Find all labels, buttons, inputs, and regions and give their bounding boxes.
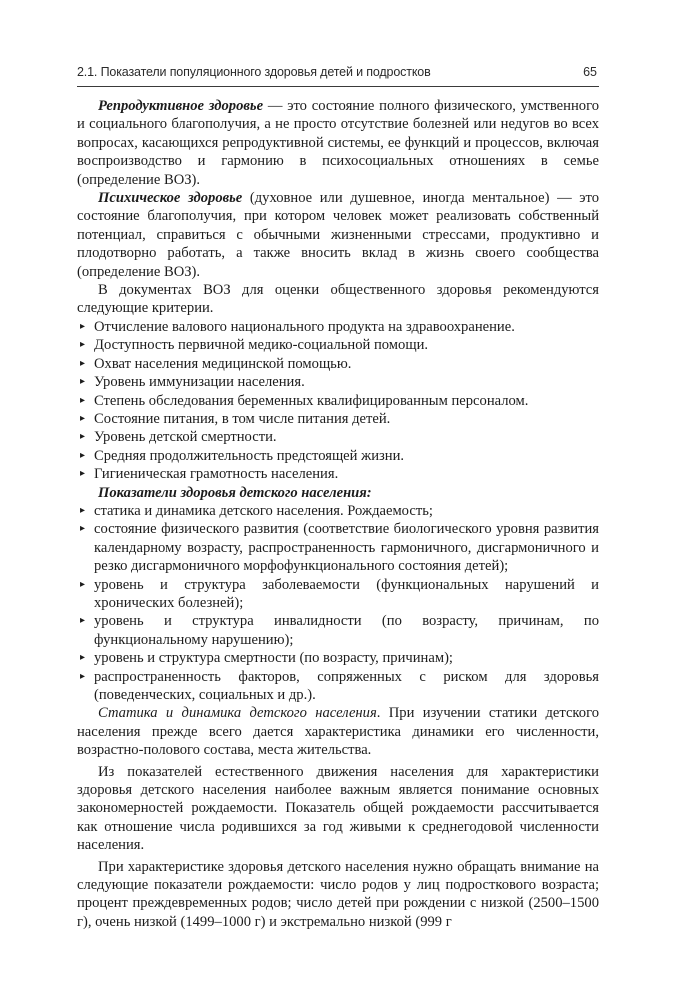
- bullet-triangle-icon: ▸: [80, 431, 86, 443]
- list-item-text: Доступность первичной медико-социальной помощи.: [94, 337, 429, 354]
- list-item-text: статика и динамика детского населения. Рождаемость;: [94, 502, 433, 519]
- paragraph-natural-movement: Из показателей естественного движения населения для характеристики здоровья детского населения наиболее важным является понимание основных закономерностей рождаемости. Показатель общей рождаемости рассчитывается как отношение числа родившихся за год живыми к среднегодовой численности населения.: [77, 763, 599, 854]
- list-item: [77, 447, 599, 465]
- bullet-triangle-icon: ▸: [80, 394, 86, 406]
- list-item-text: уровень и структура заболеваемости (функциональных нарушений и хронических болезней);: [94, 576, 599, 611]
- list-item-text: Средняя продолжительность предстоящей жизни.: [94, 447, 405, 464]
- list-item: [77, 318, 599, 336]
- bullet-triangle-icon: ▸: [80, 376, 86, 388]
- indicators-heading: Показатели здоровья детского населения:: [98, 484, 372, 501]
- bullet-triangle-icon: ▸: [80, 615, 86, 627]
- list-item-text: распространенность факторов, сопряженных с риском для здоровья (поведенческих, социальных и др.).: [94, 668, 599, 703]
- term-reproductive-health: Репродуктивное здоровье: [98, 98, 264, 114]
- list-item: [77, 410, 599, 428]
- list-item-text: Охват населения медицинской помощью.: [94, 355, 352, 372]
- indicators-list: [77, 502, 599, 704]
- list-item: [77, 428, 599, 446]
- term-mental-health: Психическое здоровье: [98, 190, 243, 207]
- list-item: [77, 576, 599, 613]
- definition-mental-health: (духовное или душевное, иногда ментальное) — это состояние благополучия, при котором человек может реализовать собственный потенциал, справиться с обычными жизненными стрессами, продуктивно и плодотворно работать, а также вносить вклад в жизнь своего сообщества (определение ВОЗ).: [77, 190, 600, 280]
- list-item-text: уровень и структура инвалидности (по возрасту, причинам, по функциональному нарушению);: [94, 613, 599, 648]
- list-item-text: Уровень иммунизации населения.: [94, 374, 305, 391]
- who-criteria-list: [77, 318, 599, 484]
- body-text: [77, 97, 599, 931]
- chapter-title: 2.1. Показатели популяционного здоровья детей и подростков: [77, 65, 431, 79]
- bullet-triangle-icon: ▸: [80, 320, 86, 332]
- definition-reproductive-health: — это состояние полного физического, умственного и социального благополучия, а не просто отсутствие болезней или недугов во всех вопросах, касающихся репродуктивной системы, ее функций и процессов, включая воспроизводство и гармонию в психосоциальных отношениях в семье (определение ВОЗ).: [77, 98, 599, 188]
- bullet-triangle-icon: ▸: [80, 357, 86, 369]
- list-item: [77, 336, 599, 354]
- bullet-triangle-icon: ▸: [80, 339, 86, 351]
- list-item: [77, 392, 599, 410]
- bullet-triangle-icon: ▸: [80, 449, 86, 461]
- paragraph-mental-health: [77, 189, 599, 281]
- list-item: [77, 649, 599, 667]
- list-item: [77, 355, 599, 373]
- list-item: [77, 502, 599, 520]
- list-item-text: Гигиеническая грамотность населения.: [94, 466, 339, 483]
- term-statics: Статика и динамика детского населения: [98, 705, 377, 722]
- list-item: [77, 668, 599, 705]
- bullet-triangle-icon: ▸: [80, 670, 86, 682]
- list-item: [77, 520, 599, 575]
- list-item: [77, 373, 599, 391]
- paragraph-statics: [77, 704, 599, 759]
- bullet-triangle-icon: ▸: [80, 468, 86, 480]
- list-item-text: Уровень детской смертности.: [94, 429, 277, 446]
- paragraph-birth-rate: При характеристике здоровья детского населения нужно обращать внимание на следующие показатели рождаемости: число родов у лиц подросткового возраста; процент преждевременных родов; число детей при рождении с низкой (2500–1500 г), очень низкой (1499–1000 г) и экстремально низкой (999 г: [77, 858, 599, 930]
- list-item: [77, 465, 599, 483]
- bullet-triangle-icon: ▸: [80, 504, 86, 516]
- paragraph-criteria-intro: В документах ВОЗ для оценки общественного здоровья рекомендуются следующие критерии.: [77, 282, 599, 317]
- paragraph-reproductive-health: [77, 97, 599, 189]
- running-header: [77, 64, 599, 87]
- list-item-text: состояние физического развития (соответствие биологического уровня развития календарному возрасту, распространенность гармоничного, дисгармоничного и резко дисгармоничного морфофункционального состояния детей);: [94, 521, 599, 575]
- list-item: [77, 612, 599, 649]
- bullet-triangle-icon: ▸: [80, 652, 86, 664]
- bullet-triangle-icon: ▸: [80, 578, 86, 590]
- list-item-text: Степень обследования беременных квалифицированным персоналом.: [94, 392, 529, 409]
- list-item-text: Состояние питания, в том числе питания детей.: [94, 410, 391, 427]
- bullet-triangle-icon: ▸: [80, 523, 86, 535]
- list-item-text: уровень и структура смертности (по возрасту, причинам);: [94, 650, 453, 667]
- bullet-triangle-icon: ▸: [80, 412, 86, 424]
- statics-text: . При изучении статики детского населения прежде всего дается характеристика динамики его численности, возрастно-полового состава, места жительства.: [77, 705, 599, 759]
- list-item-text: Отчисление валового национального продукта на здравоохранение.: [94, 318, 515, 335]
- page-number: 65: [583, 65, 597, 79]
